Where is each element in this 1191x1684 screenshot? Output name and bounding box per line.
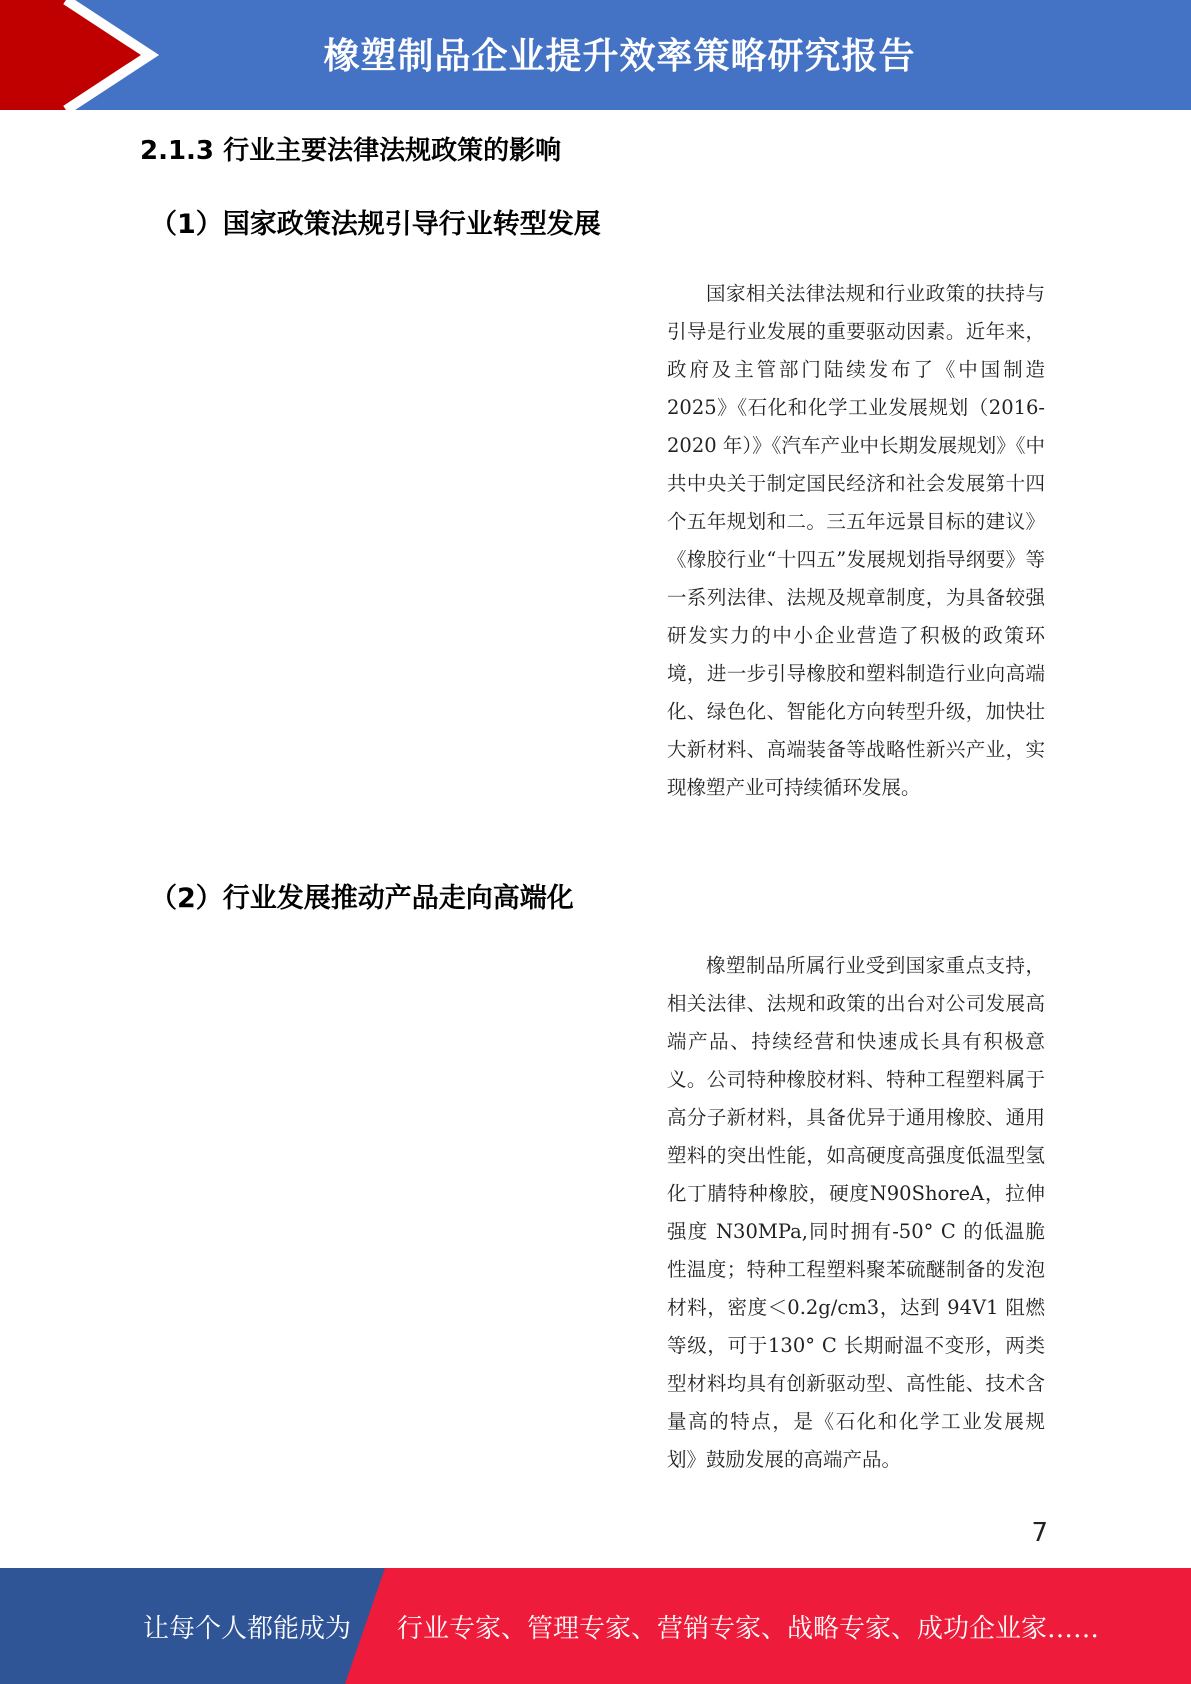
report-title: 橡塑制品企业提升效率策略研究报告 [323, 36, 916, 77]
subsection-heading-2: （2）行业发展推动产品走向高端化 [150, 883, 574, 914]
subsection-paragraph-1: 国家相关法律法规和行业政策的扶持与引导是行业发展的重要驱动因素。近年来，政府及主管部门陆续发布了《中国制造 2025》《石化和化学工业发展规划（2016-2020 年）》《汽车产业中长期发展规划》《中共中央关于制定国民经济和社会发展第十四个五年规划和二。三五年远景目标的建议》《橡胶行业“十四五”发展规划指导纲要》等一系列法律、法规及规章制度，为具备较强研发实力的中小企业营造了积极的政策环境，进一步引导橡胶和塑料制造行业向高端化、绿色化、智能化方向转型升级，加快壮大新材料、高端装备等战略性新兴产业，实现橡塑产业可持续循环发展。 [667, 282, 1045, 799]
subsection-heading-1: （1）国家政策法规引导行业转型发展 [150, 209, 601, 240]
footer-slogan-right: 行业专家、管理专家、营销专家、战略专家、成功企业家…… [397, 1614, 1100, 1644]
section-heading: 2.1.3 行业主要法律法规政策的影响 [140, 136, 562, 166]
footer-slogan-left: 让每个人都能成为 [143, 1614, 352, 1644]
header-band [0, 0, 1191, 110]
footer-band [0, 1568, 1191, 1684]
page-number: 7 [1031, 1518, 1048, 1548]
subsection-paragraph-2: 橡塑制品所属行业受到国家重点支持，相关法律、法规和政策的出台对公司发展高端产品、持续经营和快速成长具有积极意义。公司特种橡胶材料、特种工程塑料属于高分子新材料，具备优异于通用橡胶、通用塑料的突出性能，如高硬度高强度低温型氢化丁腈特种橡胶，硬度N90ShoreA，拉伸强度 N30MPa,同时拥有-50° C 的低温脆性温度；特种工程塑料聚苯硫醚制备的发泡材料，密度＜0.2g/cm3，达到 94V1 阻燃等级，可于130° C 长期耐温不变形，两类型材料均具有创新驱动型、高性能、技术含量高的特点，是《石化和化学工业发展规划》鼓励发展的高端产品。 [667, 954, 1045, 1471]
